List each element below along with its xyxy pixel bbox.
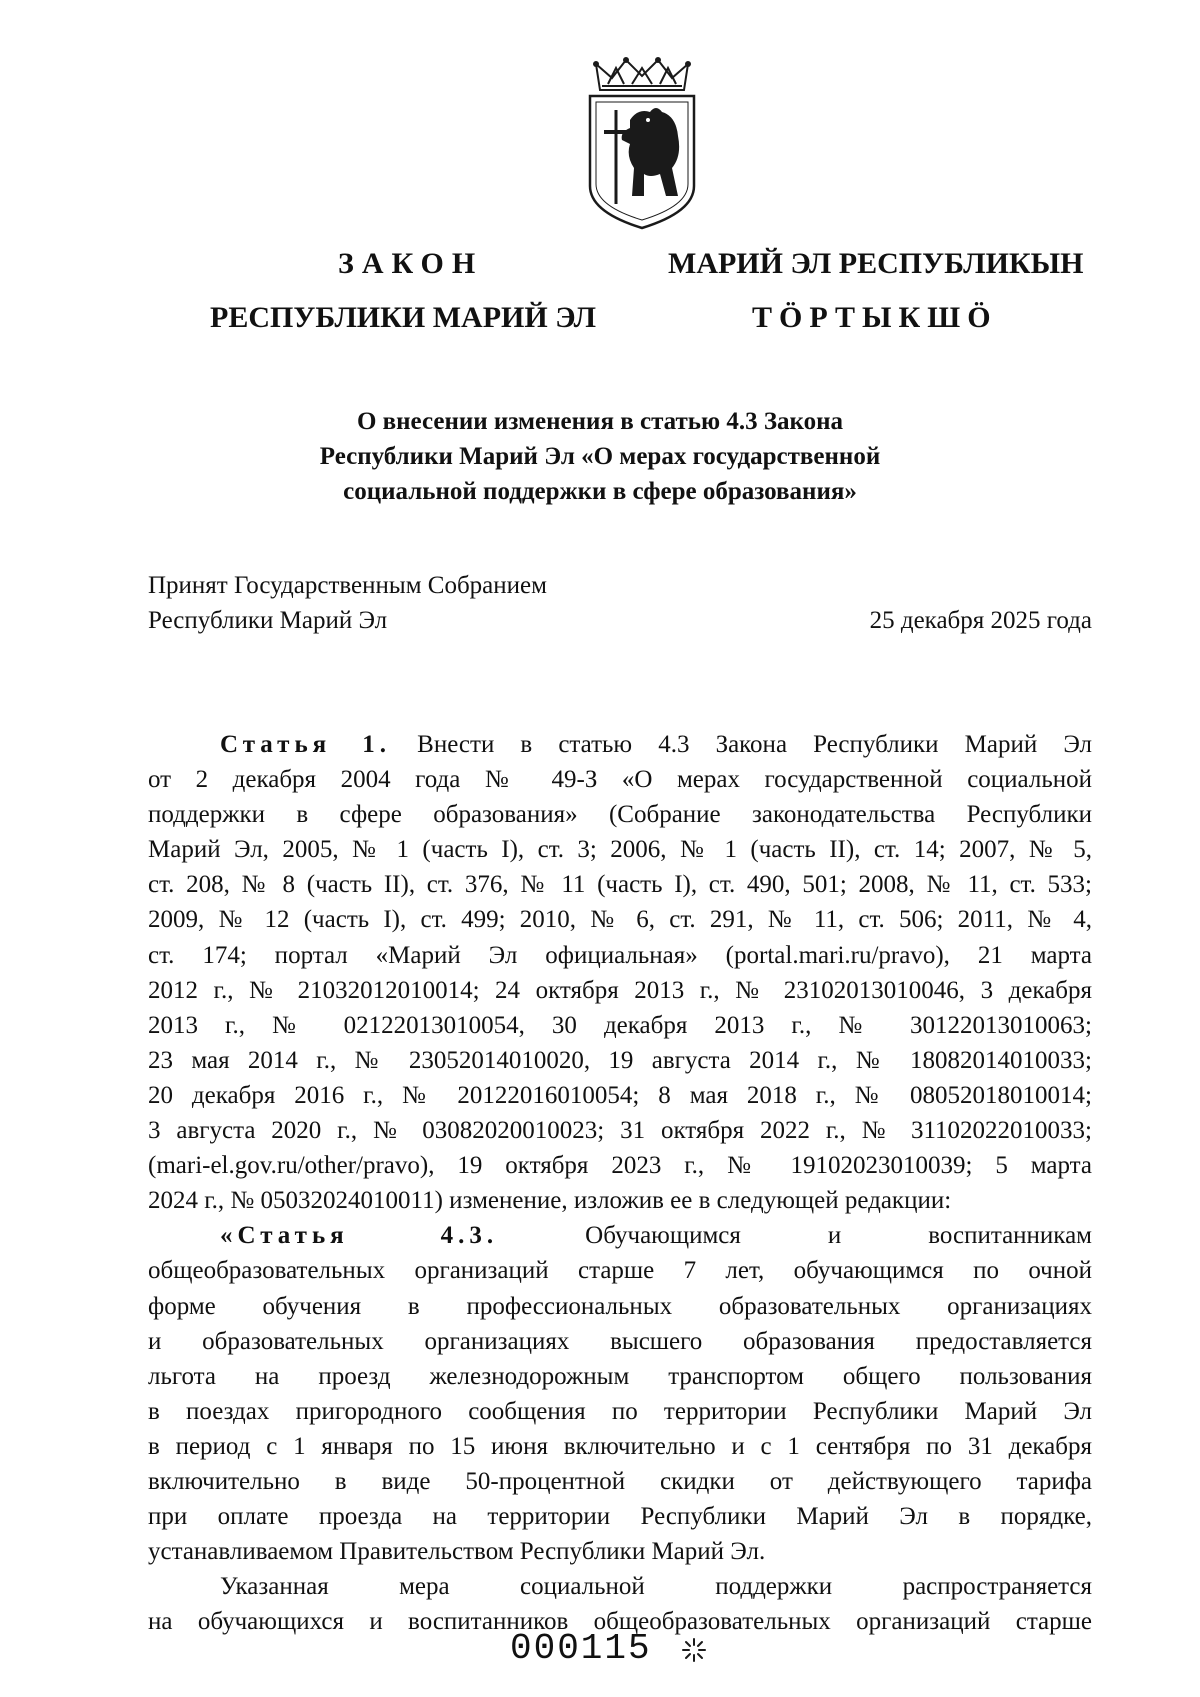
body-line: при оплате проезда на территории Республики Марий Эл в порядке, [148,1503,1092,1531]
article-4-3-prefix: « [220,1222,238,1250]
body-line: (mari-el.gov.ru/other/pravo), 19 октября 2023 г., № 19102023010039; 5 марта [148,1152,1092,1180]
article-1-first-line [148,727,1092,762]
body-line: ст. 208, № 8 (часть II), ст. 376, № 11 (часть I), ст. 490, 501; 2008, № 11, ст. 533; [148,871,1092,899]
body-line: Указанная мера социальной поддержки распространяется [220,1573,1092,1601]
body-line: 2013 г., № 02122013010054, 30 декабря 2013 г., № 30122013010063; [148,1011,1092,1039]
adoption-date: 25 декабря 2025 года [869,607,1092,634]
body-line: на обучающихся и воспитанников общеобразовательных организаций старше [148,1608,1092,1636]
body-line: 2009, № 12 (часть I), ст. 499; 2010, № 6, ст. 291, № 11, ст. 506; 2011, № 4, [148,906,1092,934]
header-title-mari: МАРИЙ ЭЛ РЕСПУБЛИКЫН [668,247,1084,280]
header-subtitle-mari: ТÖРТЫКШÖ [752,301,998,334]
adoption-statement [148,568,547,638]
body-line: от 2 декабря 2004 года № 49-З «О мерах государственной социальной [148,766,1092,794]
adoption-line: Республики Марий Эл [148,607,388,634]
header-title-ru: ЗАКОН [338,247,484,280]
body-line: в период с 1 января по 15 июня включительно и с 1 сентября по 31 декабря [148,1432,1092,1460]
law-body [148,727,1092,1639]
body-line: включительно в виде 50-процентной скидки от действующего тарифа [148,1467,1092,1495]
serial-number: 000115 [510,1628,652,1669]
body-line: ст. 174; портал «Марий Эл официальная» (portal.mari.ru/pravo), 21 марта [148,941,1092,969]
body-line: общеобразовательных организаций старше 7 лет, обучающимся по очной [148,1257,1092,1285]
body-line: устанавливаемом Правительством Республики Марий Эл. [148,1538,766,1566]
article-1-label: Статья 1. [220,731,392,758]
law-title-line: О внесении изменения в статью 4.3 Закона [356,408,844,435]
body-line: льгота на проезд железнодорожным транспортом общего пользования [148,1362,1092,1390]
article-4-3-first-line [148,1218,1092,1253]
body-line: 2024 г., № 05032024010011) изменение, изложив ее в следующей редакции: [148,1187,952,1215]
article-4-3-text: Обучающимся и воспитанникам [585,1222,1092,1250]
header-subtitle-ru: РЕСПУБЛИКИ МАРИЙ ЭЛ [210,301,597,334]
article-4-3-label: Статья 4.3. [237,1222,499,1250]
law-title [150,404,1050,509]
body-line: Марий Эл, 2005, № 1 (часть I), ст. 3; 2006, № 1 (часть II), ст. 14; 2007, № 5, [148,836,1092,864]
law-title-line: Республики Марий Эл «О мерах государственной [319,443,881,470]
body-line: форме обучения в профессиональных образовательных организациях [148,1292,1092,1320]
adoption-line: Принят Государственным Собранием [148,572,547,599]
body-line: поддержки в сфере образования» (Собрание законодательства Республики [148,801,1092,829]
body-line: 3 августа 2020 г., № 03082020010023; 31 октября 2022 г., № 31102022010033; [148,1117,1092,1145]
body-line: и образовательных организациях высшего образования предоставляется [148,1327,1092,1355]
asterisk-mark-icon [680,1636,708,1664]
body-line: в поездах пригородного сообщения по территории Республики Марий Эл [148,1397,1092,1425]
law-title-line: социальной поддержки в сфере образования» [343,478,857,505]
body-line: 23 мая 2014 г., № 23052014010020, 19 августа 2014 г., № 18082014010033; [148,1046,1092,1074]
coat-of-arms-icon [586,56,698,232]
body-line: 20 декабря 2016 г., № 20122016010054; 8 мая 2018 г., № 08052018010014; [148,1081,1092,1109]
article-1-text: Внести в статью 4.3 Закона Республики Марий Эл [417,731,1092,758]
body-line: 2012 г., № 21032012010014; 24 октября 2013 г., № 23102013010046, 3 декабря [148,976,1092,1004]
